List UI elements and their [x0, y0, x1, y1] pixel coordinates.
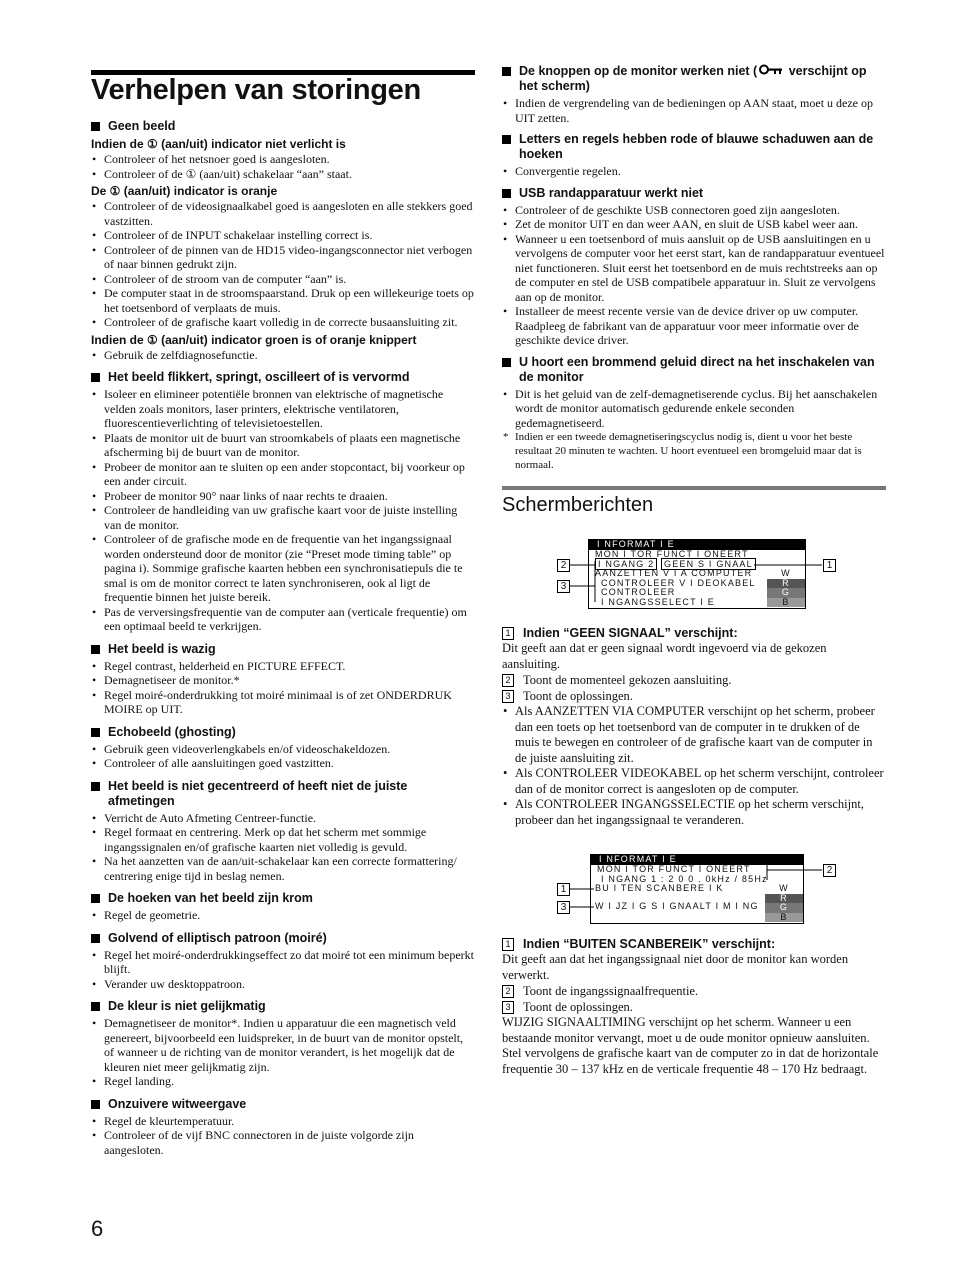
bullet-list [91, 908, 475, 923]
bullet-item: • Controleer of de videosignaalkabel goed is aangesloten en alle stekkers goed vastzitten. [91, 199, 475, 228]
section-heading: Het beeld flikkert, springt, oscilleert of is vervormd [91, 370, 475, 385]
bullet-item: • Regel moiré-onderdrukking tot moiré minimaal is of zet ONDERDRUK MOIRE op UIT. [91, 688, 475, 717]
callout-3: 3 [557, 580, 570, 593]
callout-lines [502, 525, 886, 615]
callout-1: 1 [823, 559, 836, 572]
bullet-item: • Regel formaat en centrering. Merk op dat het scherm met sommige ingangssignalen en/of grafische kaarten niet volledig is gevuld. [91, 825, 475, 854]
bullet-list [91, 387, 475, 634]
bullet-item: • Regel landing. [91, 1074, 475, 1089]
osd-line: CONTROLEER V I DEOKABEL [601, 577, 756, 588]
subheading: Indien de ① (aan/uit) indicator groen is of oranje knippert [91, 332, 417, 347]
section-heading: Geen beeld [91, 119, 475, 134]
left-column [91, 113, 475, 1157]
key-lock-icon [759, 64, 783, 79]
bullet-list [91, 659, 475, 717]
bullet-item: • De computer staat in de stroomspaarstand. Druk op een willekeurige toets op het toetsenbord of verplaats de muis. [91, 286, 475, 315]
section-heading: U hoort een brommend geluid direct na het inschakelen van de monitor [502, 355, 886, 385]
bullet-item: • Regel de geometrie. [91, 908, 475, 923]
numbered-heading: 1 Indien “BUITEN SCANBEREIK” verschijnt: [502, 936, 886, 952]
bullet-list [91, 152, 475, 181]
bullet-item: • Controleer of de stroom van de computer “aan” is. [91, 272, 475, 287]
numbered-item: 3 Toont de oplossingen. [502, 999, 886, 1015]
bullet-list [502, 203, 886, 348]
bullet-list [91, 948, 475, 992]
section-heading: De knoppen op de monitor werken niet ( verschijnt op het scherm) [502, 64, 886, 94]
section-heading: Het beeld is niet gecentreerd of heeft niet de juiste afmetingen [91, 779, 475, 809]
bullet-item: • Pas de verversingsfrequentie van de computer aan (verticale frequentie) om een optimaal beeld te verkrijgen. [91, 605, 475, 634]
bullet-item: • Controleer of de grafische mode en de frequentie van het ingangssignaal worden ondersteund door de monitor (zie “Preset mode timing table” op pagina i). Sommige grafische kaarten hebben een synchronisatiepuls die te smal is om de monitor correct te laten synchroniseren, ook al ligt de frequentie binnen het juiste bereik. [91, 532, 475, 605]
section-heading: Onzuivere witweergave [91, 1097, 475, 1112]
bullet-item: • Controleer of het netsnoer goed is aangesloten. [91, 152, 475, 167]
bullet-item: • Demagnetiseer de monitor*. Indien u apparatuur die een magnetisch veld genereert, bijvoorbeeld een luidspreker, in de buurt van de monitor opstelt, of wanneer u de richting van de monitor verandert, is het mogelijk dat de kleuren niet meer gelijkmatig zijn. [91, 1016, 475, 1074]
bullet-item: • Controleer of de pinnen van de HD15 video-ingangsconnector niet verbogen of naar binnen gedrukt zijn. [91, 243, 475, 272]
subheading: De ① (aan/uit) indicator is oranje [91, 184, 278, 198]
osd-line: MON I TOR FUNCT I ONEERT [595, 549, 749, 560]
bullet-item: • Controleer de handleiding van uw grafische kaart voor de juiste instelling van de monitor. [91, 503, 475, 532]
bullet-list [91, 348, 475, 363]
bullet-item: • Regel contrast, helderheid en PICTURE EFFECT. [91, 659, 475, 674]
osd-line: I NGANGSSELECT I E [601, 596, 715, 607]
footnote-list [502, 430, 886, 472]
page-number: 6 [91, 1216, 104, 1241]
callout-lines [502, 840, 886, 930]
callout-1: 1 [557, 883, 570, 896]
bullet-item: • Controleer of de INPUT schakelaar instelling correct is. [91, 228, 475, 243]
bullet-item: • Zet de monitor UIT en dan weer AAN, en sluit de USB kabel weer aan. [502, 217, 886, 232]
section-heading: Echobeeld (ghosting) [91, 725, 475, 740]
numbered-item: 2 Toont de ingangssignaalfrequentie. [502, 983, 886, 999]
bullet-item: • Isoleer en elimineer potentiële bronnen van elektrische of magnetische velden zoals monitors, laser printers, elektrische ventilatoren, fluorescentieverlichting of televisietoestellen. [91, 387, 475, 431]
bullet-list [502, 387, 886, 431]
numbered-item: 2 Toont de momenteel gekozen aansluiting. [502, 672, 886, 688]
osd-line: W I JZ I G S I GNAALT I M I NG [595, 900, 759, 911]
rgb-indicator: W R G B [765, 884, 803, 922]
bullet-item: • Dit is het geluid van de zelf-demagnetiserende cyclus. Bij het aanschakelen wordt de monitor automatisch gedurende enkele seconden gedemagnetiseerd. [502, 387, 886, 431]
osd-header: I NFORMAT I E [591, 855, 803, 865]
paragraph: Dit geeft aan dat het ingangssignaal niet door de monitor kan worden verwerkt. [502, 952, 849, 982]
bullet-list [502, 704, 886, 828]
page-title: Verhelpen van storingen [91, 74, 421, 106]
bullet-list [91, 199, 475, 330]
osd-diagram-no-signal [502, 525, 886, 605]
bullet-list [91, 811, 475, 884]
bullet-item: • Controleer of alle aansluitingen goed vastzitten. [91, 756, 475, 771]
numbered-item: 3 Toont de oplossingen. [502, 688, 886, 704]
osd-line: MON I TOR FUNCT I ONEERT [597, 864, 751, 875]
bullet-item: • Probeer de monitor aan te sluiten op een ander stopcontact, bij voorkeur op een ander circuit. [91, 460, 475, 489]
bullet-item: • Regel het moiré-onderdrukkingseffect zo dat moiré tot een minimum beperkt blijft. [91, 948, 475, 977]
section-heading: De kleur is niet gelijkmatig [91, 999, 475, 1014]
bullet-item: • Indien de vergrendeling van de bedieningen op AAN staat, moet u deze op UIT zetten. [502, 96, 886, 125]
callout-2: 2 [557, 559, 570, 572]
section-heading: Het beeld is wazig [91, 642, 475, 657]
bullet-item: • Als AANZETTEN VIA COMPUTER verschijnt op het scherm, probeer dan een toets op het toetsenbord van de computer in te drukken of de muis te bewegen en controleer of de grafische kaart van de computer in de juiste aansluiting zit. [502, 704, 886, 766]
footnote: * Indien er een tweede demagnetiseringscyclus nodig is, dient u voor het beste resultaat 20 minuten te wachten. U hoort eventueel een bromgeluid maar dat is normaal. [502, 430, 886, 472]
callout-2: 2 [823, 864, 836, 877]
bullet-item: • Plaats de monitor uit de buurt van stroomkabels of plaats een magnetische afscherming bij de buurt van de monitor. [91, 431, 475, 460]
bullet-list [91, 1016, 475, 1089]
bullet-item: • Verricht de Auto Afmeting Centreer-functie. [91, 811, 475, 826]
bullet-item: • Gebruik geen videoverlengkabels en/of videoschakeldozen. [91, 742, 475, 757]
section-heading: De hoeken van het beeld zijn krom [91, 891, 475, 906]
bullet-item: • Probeer de monitor 90° naar links of naar rechts te draaien. [91, 489, 475, 504]
section-heading: Letters en regels hebben rode of blauwe schaduwen aan de hoeken [502, 132, 886, 162]
section-heading: USB randapparatuur werkt niet [502, 186, 886, 201]
osd-line: BU I TEN SCANBERE I K [595, 883, 724, 894]
paragraph: WIJZIG SIGNAALTIMING verschijnt op het scherm. Wanneer u een bestaande monitor vervangt, moet u de oude monitor opnieuw aansluiten. Stel vervolgens de grafische kaart van de computer zo in dat de horizontale frequentie 30 – 137 kHz en de verticale frequentie 48 – 170 Hz bedraagt. [502, 1015, 879, 1076]
bullet-list [502, 164, 886, 179]
right-column [502, 64, 886, 1077]
osd-header: I NFORMAT I E [589, 540, 805, 550]
bullet-list [91, 742, 475, 771]
osd-line: AANZETTEN V I A COMPUTER [595, 568, 753, 579]
bullet-item: • Regel de kleurtemperatuur. [91, 1114, 475, 1129]
bullet-item: • Controleer of de ① (aan/uit) schakelaar “aan” staat. [91, 167, 475, 182]
bullet-item: • Als CONTROLEER INGANGSSELECTIE op het scherm verschijnt, probeer dan het ingangssignaal te veranderen. [502, 797, 886, 828]
bullet-item: • Installeer de meest recente versie van de device driver op uw computer. Raadpleeg de fabrikant van de apparatuur voor meer informatie over de geschikte device driver. [502, 304, 886, 348]
numbered-heading: 1 Indien “GEEN SIGNAAL” verschijnt: [502, 625, 886, 641]
bullet-item: • Controleer of de grafische kaart volledig in de correcte busaansluiting zit. [91, 315, 475, 330]
bullet-item: • Verander uw desktoppatroon. [91, 977, 475, 992]
paragraph: Dit geeft aan dat er geen signaal wordt ingevoerd via de gekozen aansluiting. [502, 641, 827, 671]
bullet-item: • Als CONTROLEER VIDEOKABEL op het scherm verschijnt, controleer dan of de monitor correct is aangesloten op de computer. [502, 766, 886, 797]
bullet-item: • Controleer of de geschikte USB connectoren goed zijn aangesloten. [502, 203, 886, 218]
section-heading: Golvend of elliptisch patroon (moiré) [91, 931, 475, 946]
bullet-item: • Convergentie regelen. [502, 164, 886, 179]
bullet-list [502, 96, 886, 125]
bullet-item: • Wanneer u een toetsenbord of muis aansluit op de USB aansluitingen en u vervolgens de computer voor het eerst start, kan de randapparatuur eventueel niet functioneren. Sluit eerst het toetsenbord en de muis rechtstreeks aan op de computer en stel de USB compatibele apparatuur in. Sluit ze vervolgens aan op de monitor. [502, 232, 886, 305]
bullet-item: • Controleer of de vijf BNC connectoren in de juiste volgorde zijn aangesloten. [91, 1128, 475, 1157]
osd-line: CONTROLEER [601, 587, 676, 598]
osd-diagram-out-of-range [502, 840, 886, 928]
bullet-list [91, 1114, 475, 1158]
osd-line: I NGANG 2 GEEN S I GNAAL [589, 560, 805, 570]
bullet-item: • Gebruik de zelfdiagnosefunctie. [91, 348, 475, 363]
section-title: Schermberichten [502, 494, 654, 517]
callout-3: 3 [557, 901, 570, 914]
osd-line: I NGANG 1 : 2 0 0 . 0kHz / 85Hz [601, 873, 768, 884]
rgb-indicator: W R G B [767, 569, 805, 607]
bullet-item: • Demagnetiseer de monitor.* [91, 673, 475, 688]
subheading: Indien de ① (aan/uit) indicator niet verlicht is [91, 137, 346, 151]
section-rule [502, 486, 886, 490]
bullet-item: • Na het aanzetten van de aan/uit-schakelaar kan een correcte formattering/ centrering enige tijd in beslag nemen. [91, 854, 475, 883]
